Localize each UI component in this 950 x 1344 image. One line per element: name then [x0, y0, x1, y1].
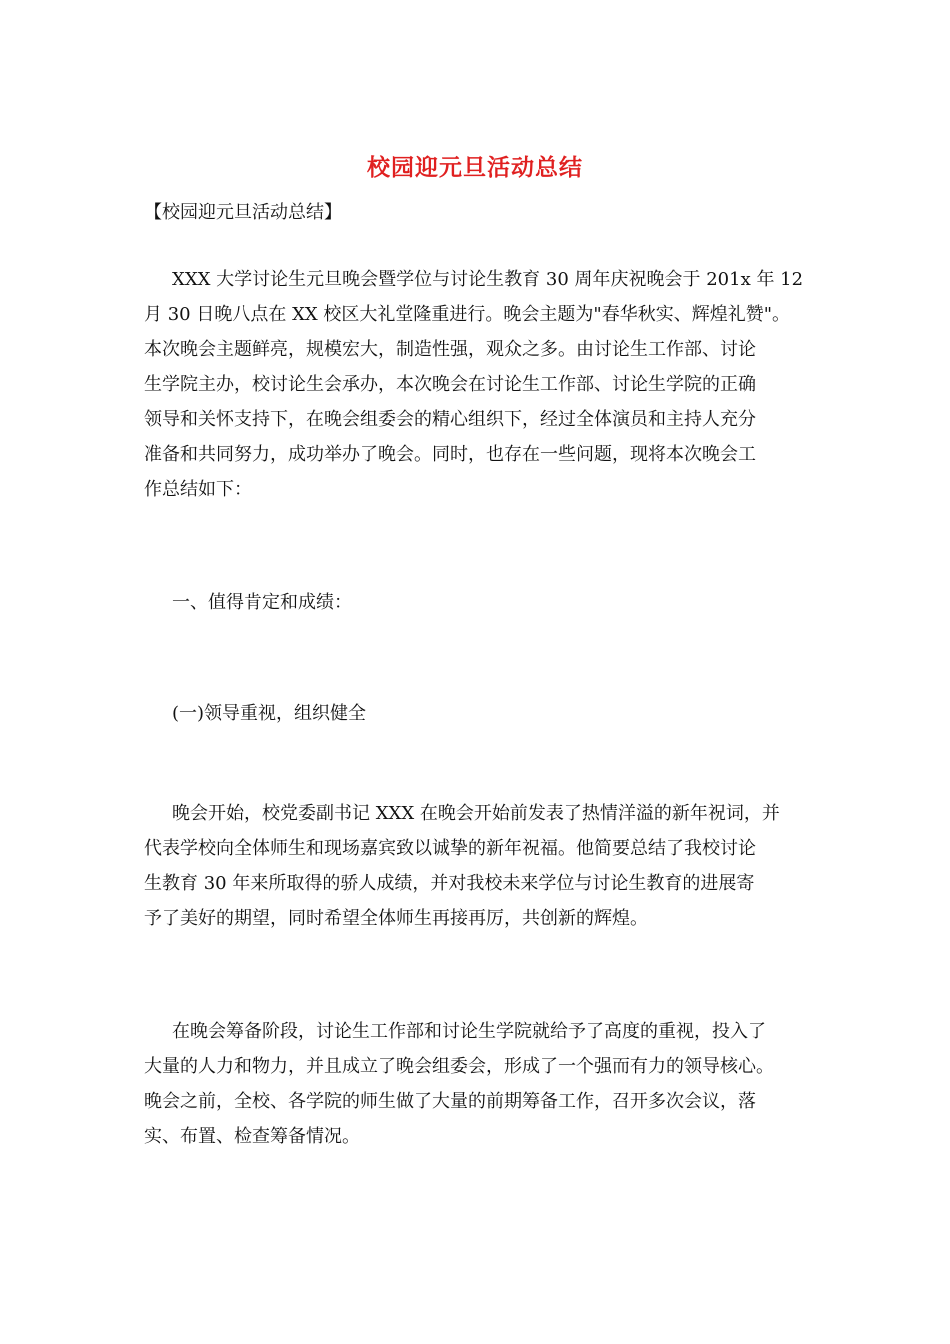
paragraph-1-line: 领导和关怀支持下，在晚会组委会的精心组织下，经过全体演员和主持人充分	[144, 409, 756, 430]
paragraph-2-line: 晚会开始，校党委副书记 XXX 在晚会开始前发表了热情洋溢的新年祝词，并	[172, 803, 780, 824]
paragraph-3-line: 实、布置、检查筹备情况。	[144, 1126, 360, 1147]
paragraph-3-line: 大量的人力和物力，并且成立了晚会组委会，形成了一个强而有力的领导核心。	[144, 1056, 774, 1077]
paragraph-1-line: 本次晚会主题鲜亮，规模宏大，制造性强，观众之多。由讨论生工作部、讨论	[144, 339, 756, 360]
document-subtitle: 【校园迎元旦活动总结】	[144, 202, 342, 223]
paragraph-2-line: 生教育 30 年来所取得的骄人成绩，并对我校未来学位与讨论生教育的进展寄	[144, 873, 755, 894]
document-title: 校园迎元旦活动总结	[367, 154, 583, 181]
paragraph-1-line: 作总结如下：	[144, 479, 252, 500]
paragraph-3-line: 在晚会筹备阶段，讨论生工作部和讨论生学院就给予了高度的重视，投入了	[172, 1021, 766, 1042]
paragraph-1-line: 准备和共同努力，成功举办了晚会。同时，也存在一些问题，现将本次晚会工	[144, 444, 756, 465]
paragraph-2-line: 代表学校向全体师生和现场嘉宾致以诚挚的新年祝福。他简要总结了我校讨论	[144, 838, 756, 859]
subsection-heading: (一)领导重视，组织健全	[172, 703, 367, 724]
paragraph-2-line: 予了美好的期望，同时希望全体师生再接再厉，共创新的辉煌。	[144, 908, 648, 929]
section-heading: 一、值得肯定和成绩：	[172, 592, 352, 613]
paragraph-3-line: 晚会之前，全校、各学院的师生做了大量的前期筹备工作，召开多次会议，落	[144, 1091, 756, 1112]
paragraph-1-line: 月 30 日晚八点在 XX 校区大礼堂隆重进行。晚会主题为"春华秋实、辉煌礼赞"。	[144, 304, 790, 325]
paragraph-1-line: 生学院主办，校讨论生会承办，本次晚会在讨论生工作部、讨论生学院的正确	[144, 374, 756, 395]
paragraph-1-line: XXX 大学讨论生元旦晚会暨学位与讨论生教育 30 周年庆祝晚会于 201x 年 12	[172, 269, 804, 290]
